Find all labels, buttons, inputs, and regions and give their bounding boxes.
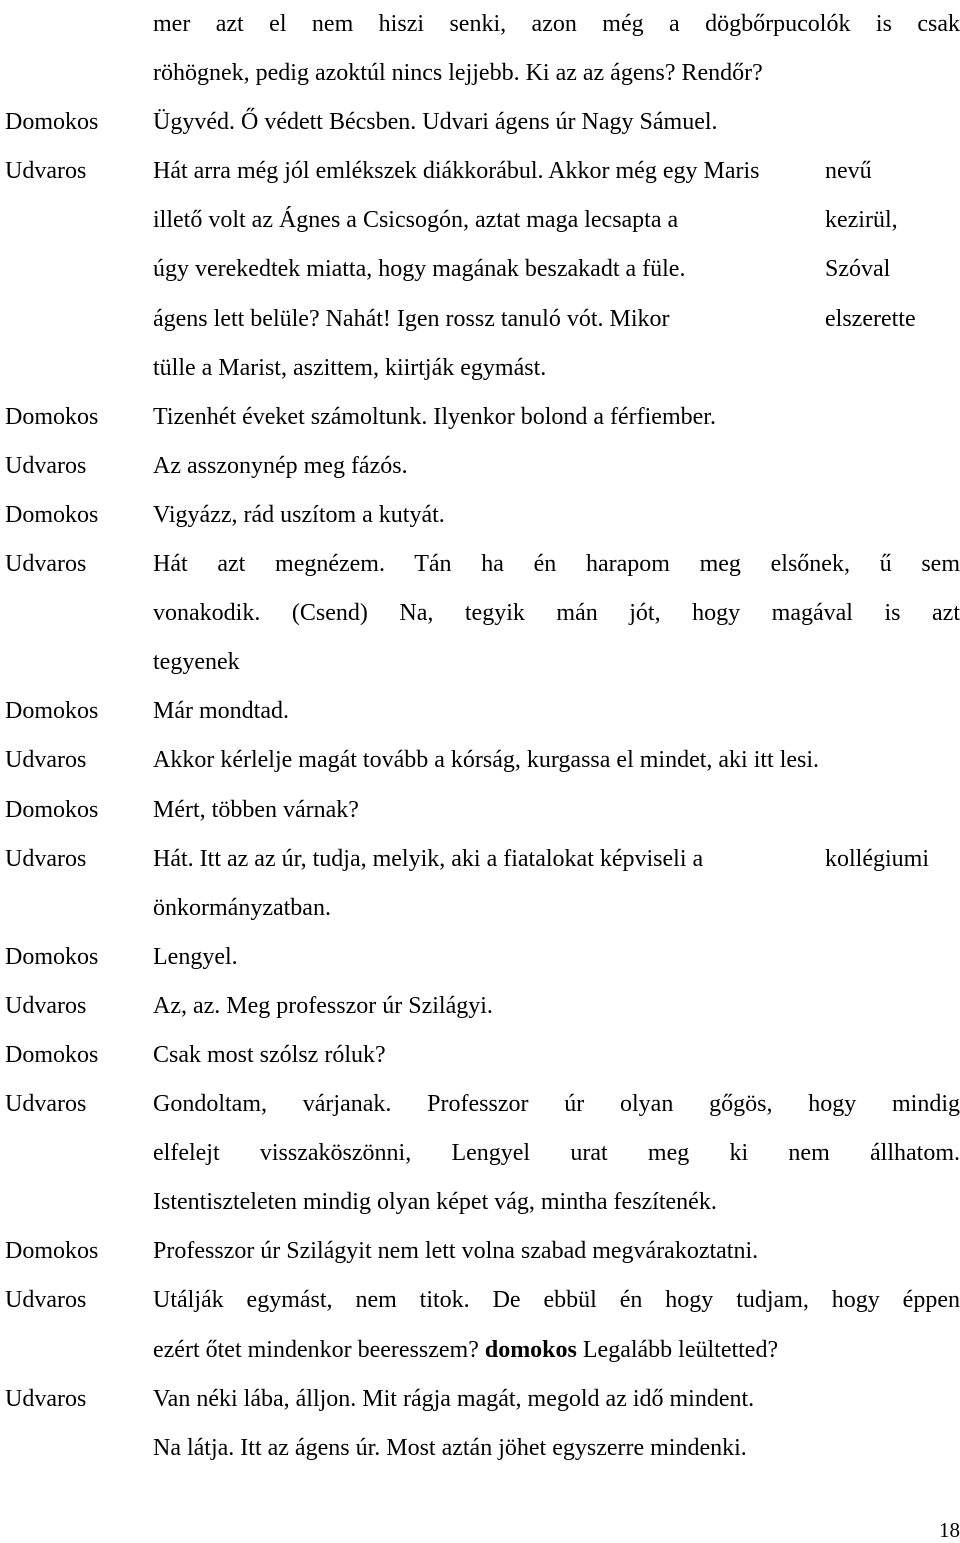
speaker-name: Domokos [5,943,99,970]
speaker-name: Udvaros [5,1385,87,1412]
speaker-name: Domokos [5,403,99,430]
dialogue-line [0,736,960,785]
dialogue-line [0,344,960,393]
dialogue-line [0,295,960,344]
speaker-name: Udvaros [5,551,87,578]
speech-text-main: Na látja. Itt az ágens úr. Most aztán jöhet egyszerre mindenki. [153,1434,747,1461]
speech-text-main: Mért, többen várnak? [153,796,359,823]
speaker-name: Domokos [5,501,99,528]
speech-text-main: Istentiszteleten mindig olyan képet vág, mintha feszítenék. [153,1189,717,1216]
speech-text-main: tegyenek [153,649,240,676]
speech-text-main: Lengyel. [153,943,238,970]
speech-text-main: Van néki lába, álljon. Mit rágja magát, megold az idő mindent. [153,1385,755,1412]
dialogue-line [0,98,960,147]
speech-text-main: önkormányzatban. [153,894,331,921]
speech-text-main: röhögnek, pedig azoktúl nincs lejjebb. Ki az az ágens? Rendőr? [153,60,763,87]
speech-text [153,1276,960,1325]
speaker-name: Udvaros [5,158,87,185]
speaker-name: Udvaros [5,1287,87,1314]
speech-text-main: Utálják egymást, nem titok. De ebbül én hogy tudjam, hogy éppen [153,1287,960,1314]
speech-text-main: Akkor kérlelje magát tovább a kórság, kurgassa el mindet, aki itt lesi. [153,747,820,774]
speech-text-main: ágens lett belüle? Nahát! Igen rossz tanuló vót. Mikor [153,305,670,332]
dialogue-line [0,1276,960,1325]
speech-text-main: Csak most szólsz róluk? [153,1041,386,1068]
speech-text [153,786,960,835]
dialogue-line [0,786,960,835]
speech-text-main: illető volt az Ágnes a Csicsogón, aztat maga lecsapta a [153,207,679,234]
speech-text [153,393,960,442]
speaker-name: Domokos [5,796,99,823]
dialogue-line [0,1080,960,1129]
speech-text-main: Ügyvéd. Ő védett Bécsben. Udvari ágens úr Nagy Sámuel. [153,109,718,136]
speech-text [153,1178,960,1227]
dialogue-line [0,982,960,1031]
speaker-name: Udvaros [5,747,87,774]
speech-text [153,1031,960,1080]
speaker-name: Domokos [5,698,99,725]
speech-text [153,884,960,933]
speech-text-main: Az, az. Meg professzor úr Szilágyi. [153,992,493,1019]
dialogue-line [0,933,960,982]
speech-text-after: Legalább leültetted? [582,1336,779,1363]
speech-text [153,1326,960,1375]
dialogue-line [0,589,960,638]
speech-text-main: Hát arra még jól emlékszek diákkorábul. Akkor még egy Maris [153,158,760,185]
speech-text-main: ezért őtet mindenkor beeresszem? [153,1336,479,1363]
speech-text-main: Professzor úr Szilágyit nem lett volna szabad megvárakoztatni. [153,1238,759,1265]
speech-text [153,0,960,49]
speech-text [153,1080,960,1129]
dialogue-line [0,540,960,589]
speaker-name: Udvaros [5,452,87,479]
speech-text-main: mer azt el nem hiszi senki, azon még a dögbőrpucolók is csak [153,11,960,37]
dialogue-line [0,1031,960,1080]
speech-text-main: Vigyázz, rád uszítom a kutyát. [153,501,445,528]
dialogue-line [0,1326,960,1375]
speech-tab-word: elszerette [825,305,916,332]
speaker-name: Domokos [5,1238,99,1265]
speech-text [153,1375,960,1424]
dialogue-line [0,1178,960,1227]
speech-text [153,442,960,491]
dialogue-line [0,638,960,687]
dialogue-line [0,442,960,491]
speech-text-main: Hát. Itt az az úr, tudja, melyik, aki a fiatalokat képviseli a [153,845,704,872]
speech-text [153,1424,960,1473]
speech-text [153,540,960,589]
speech-text [153,982,960,1031]
speech-text [153,638,960,687]
speech-text-main: elfelejt visszaköszönni, Lengyel urat meg ki nem állhatom. [153,1140,960,1167]
speech-text-main: tülle a Marist, aszittem, kiirtják egymást. [153,354,547,381]
speaker-name: Domokos [5,109,99,136]
dialogue-line [0,1424,960,1473]
speech-text-main: Gondoltam, várjanak. Professzor úr olyan gőgös, hogy mindig [153,1091,960,1118]
speech-text-main: Már mondtad. [153,698,289,725]
dialogue-line [0,687,960,736]
dialogue-line [0,245,960,294]
speech-tab-word: kollégiumi [825,845,929,872]
speech-text [153,98,960,147]
dialogue-line [0,1375,960,1424]
dialogue-line [0,835,960,884]
speaker-name: Udvaros [5,1091,87,1118]
inline-speaker-name: domokos [484,1336,577,1363]
dialogue-line [0,1129,960,1178]
speech-tab-word: Szóval [825,256,891,283]
speech-text [153,736,960,785]
dialogue-line [0,49,960,98]
speech-text [153,1129,960,1178]
speech-text [153,589,960,638]
speech-tab-word: kezirül, [825,207,898,234]
speaker-name: Udvaros [5,992,87,1019]
speech-text [153,1227,960,1276]
speech-text [153,49,960,98]
speech-text [153,687,960,736]
dialogue-line [0,884,960,933]
dialogue-line [0,393,960,442]
speech-text [153,491,960,540]
speech-text-main: Hát azt megnézem. Tán ha én harapom meg elsőnek, ű sem [153,551,960,578]
speech-text-main: Tizenhét éveket számoltunk. Ilyenkor bolond a férfiember. [153,403,716,430]
dialogue-line [0,147,960,196]
speech-text [153,344,960,393]
speech-text [153,933,960,982]
speech-text-main: Az asszonynép meg fázós. [153,452,408,479]
speaker-name: Domokos [5,1041,99,1068]
dialogue-line [0,196,960,245]
dialogue-line [0,1227,960,1276]
dialogue-line [0,491,960,540]
page-number: 18 [939,1518,960,1542]
speech-tab-word: nevű [825,158,872,185]
speaker-name: Udvaros [5,845,87,872]
speech-text-main: úgy verekedtek miatta, hogy magának beszakadt a füle. [153,256,686,283]
dialogue-line [0,0,960,49]
speech-text-main: vonakodik. (Csend) Na, tegyik mán jót, hogy magával is azt [153,600,960,627]
